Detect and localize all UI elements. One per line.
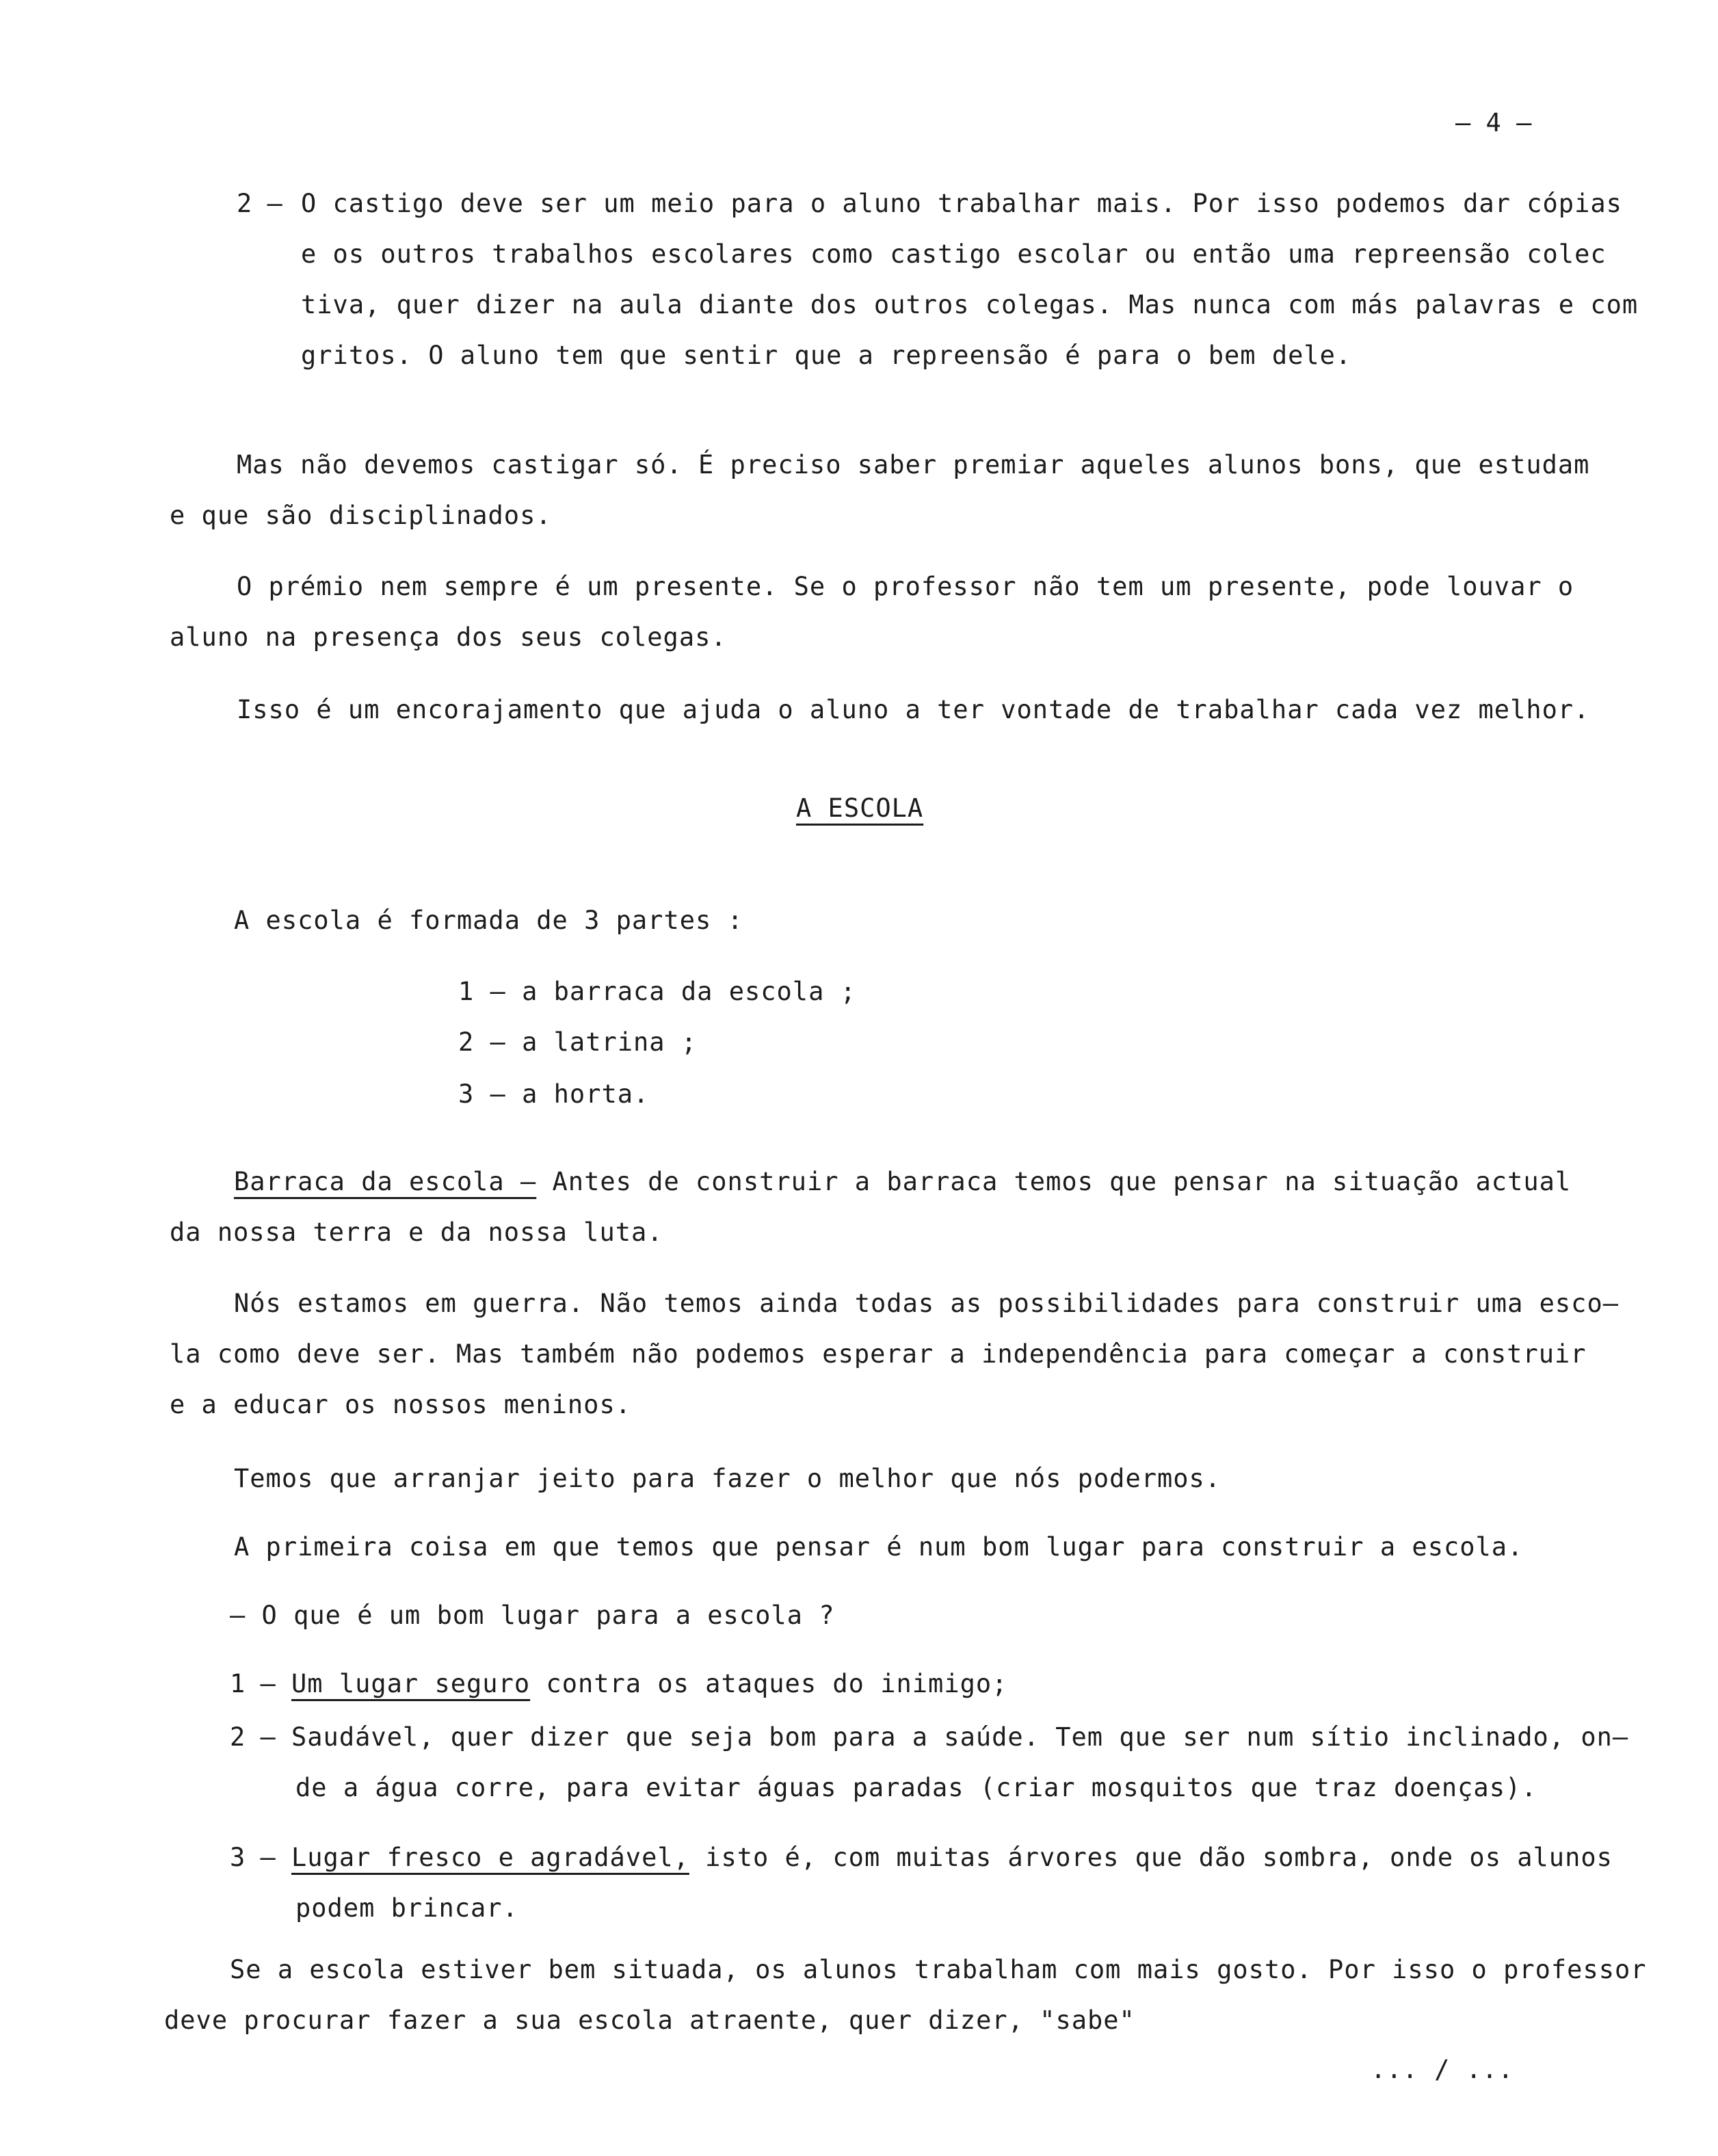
item2-line-3: tiva, quer dizer na aula diante dos outros colegas. Mas nunca com más palavras e com: [301, 290, 1639, 319]
paragraph-premio-line-2: aluno na presença dos seus colegas.: [170, 622, 727, 652]
criterion-1-rest: contra os ataques do inimigo;: [530, 1669, 1008, 1698]
paragraph-primeira: A primeira coisa em que temos que pensar é num bom lugar para construir a escola.: [234, 1532, 1524, 1562]
question-line: – O que é um bom lugar para a escola ?: [230, 1601, 835, 1630]
criterion-1-line: [291, 1669, 1007, 1699]
barraca-line-1: [234, 1167, 1571, 1197]
item2-line-1: O castigo deve ser um meio para o aluno trabalhar mais. Por isso podemos dar cópias: [301, 189, 1622, 218]
section-title: A ESCOLA: [796, 793, 924, 823]
criterion-3-number: 3 –: [230, 1843, 276, 1872]
criterion-3-line-1: [291, 1843, 1613, 1873]
part-item-3: 3 – a horta.: [458, 1079, 650, 1109]
part-item-2: 2 – a latrina ;: [458, 1027, 698, 1057]
criterion-3-line-2: podem brincar.: [295, 1893, 518, 1923]
criterion-3-rest: isto é, com muitas árvores que dão sombra, onde os alunos: [689, 1843, 1613, 1872]
item2-line-2: e os outros trabalhos escolares como castigo escolar ou então uma repreensão colec: [301, 239, 1607, 269]
criterion-1-number: 1 –: [230, 1669, 276, 1698]
intro-line: A escola é formada de 3 partes :: [234, 906, 743, 935]
criterion-2-number: 2 –: [230, 1722, 276, 1752]
paragraph-encorajamento: Isso é um encorajamento que ajuda o aluno a ter vontade de trabalhar cada vez melhor.: [237, 695, 1590, 724]
paragraph-guerra-line-2: la como deve ser. Mas também não podemos esperar a independência para começar a construir: [170, 1339, 1587, 1369]
paragraph-premio-line-1: O prémio nem sempre é um presente. Se o professor não tem um presente, pode louvar o: [237, 572, 1574, 601]
paragraph-guerra-line-3: e a educar os nossos meninos.: [170, 1390, 632, 1419]
page-number: – 4 –: [1455, 108, 1532, 137]
criterion-2-line-2: de a água corre, para evitar águas paradas (criar mosquitos que traz doenças).: [295, 1773, 1537, 1802]
paragraph-guerra-line-1: Nós estamos em guerra. Não temos ainda todas as possibilidades para construir uma esco–: [234, 1289, 1620, 1318]
criterion-1-underlined: Um lugar seguro: [291, 1669, 531, 1698]
barraca-heading: Barraca da escola –: [234, 1167, 537, 1196]
item2-line-4: gritos. O aluno tem que sentir que a repreensão é para o bem dele.: [301, 341, 1352, 370]
paragraph-premiar-line-2: e que são disciplinados.: [170, 501, 552, 530]
item2-number: 2 –: [237, 189, 282, 218]
paragraph-premiar-line-1: Mas não devemos castigar só. É preciso saber premiar aqueles alunos bons, que estudam: [237, 450, 1590, 479]
barraca-line-2: da nossa terra e da nossa luta.: [170, 1218, 663, 1247]
continuation-marker: ... / ...: [1371, 2055, 1514, 2084]
barraca-line-1-rest: Antes de construir a barraca temos que pensar na situação actual: [536, 1167, 1572, 1196]
criterion-2-line-1: Saudável, quer dizer que seja bom para a saúde. Tem que ser num sítio inclinado, on–: [291, 1722, 1629, 1752]
criterion-3-underlined: Lugar fresco e agradável,: [291, 1843, 689, 1872]
paragraph-final-line-2: deve procurar fazer a sua escola atraente, quer dizer, "sabe": [164, 2006, 1135, 2035]
paragraph-jeito: Temos que arranjar jeito para fazer o melhor que nós podermos.: [234, 1464, 1221, 1493]
paragraph-final-line-1: Se a escola estiver bem situada, os alunos trabalham com mais gosto. Por isso o professor: [230, 1955, 1647, 1984]
part-item-1: 1 – a barraca da escola ;: [458, 977, 856, 1006]
